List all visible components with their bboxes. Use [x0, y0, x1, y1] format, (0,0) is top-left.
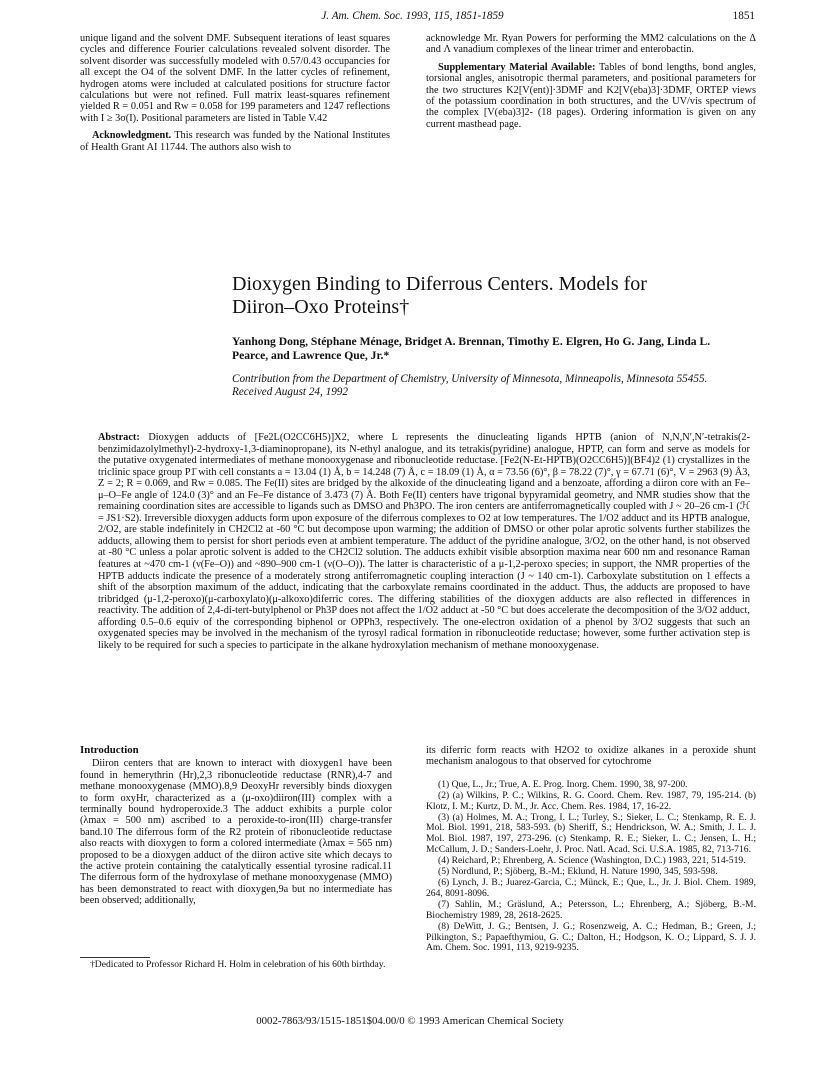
- reference-item: (5) Nordlund, P.; Sjöberg, B.-M.; Eklund, H. Nature 1990, 345, 593-598.: [438, 866, 718, 878]
- journal-citation: J. Am. Chem. Soc. 1993, 115, 1851-1859: [321, 10, 504, 22]
- reference-list: [426, 780, 756, 955]
- supplementary-paragraph: [426, 62, 756, 130]
- reference-item: (2) (a) Wilkins, P. C.; Wilkins, R. G. Coord. Chem. Rev. 1987, 79, 195-214. (b) Klotz, I. M.; Kurtz, D. M., Jr. Acc. Chem. Res. 1984, 17, 16-22.: [426, 789, 756, 812]
- top-right-column: [426, 33, 756, 130]
- dedication-footnote: †Dedicated to Professor Richard H. Holm in celebration of his 60th birthday.: [90, 959, 386, 970]
- abstract-label: Abstract:: [98, 432, 140, 443]
- abstract-text: Dioxygen adducts of [Fe2L(O2CC6H5)]X2, where L represents the dinucleating ligands HPTB (anion of N,N,N′,N′-tetrakis(2-benzimidazolylmethyl)-2-hydroxy-1,3-diaminopropane), its N-ethyl analogue, and its tetrakis(pyridine) analogue, HPTP, can form and serve as models for the putative oxygenated intermediates of methane monooxygenase and ribonucleotide reductase. [Fe2(N-Et-HPTB)(O2CC6H5)](BF4)2 (1) crystallizes in the triclinic space group P1̄ with cell constants a = 13.04 (1) Å, b = 14.248 (7) Å, c = 18.09 (1) Å, α = 73.56 (6)°, β = 78.22 (7)°, γ = 67.71 (6)°, V = 2963 (9) Å3, Z = 2; R = 0.069, and Rw = 0.085. The Fe(II) sites are bridged by the alkoxide of the dinucleating ligand and a benzoate, affording a diiron core with an Fe–μ–O–Fe angle of 124.0 (3)° and an Fe–Fe distance of 3.473 (7) Å. Both Fe(II) centers have trigonal bypyramidal geometry, and NMR studies show that the remaining coordination sites are accessible to ligands such as DMSO and Ph3PO. The iron centers are antiferromagnetically coupled with J ~ 20–26 cm-1 (ℋ = JS1·S2). Irreversible dioxygen adducts form upon exposure of the diferrous complexes to O2 at low temperatures. The 1/O2 adduct and its HPTB analogue, 2/O2, are stable indefinitely in CH2Cl2 at -60 °C but decompose upon warming; the addition of DMSO or other polar aprotic solvents further stabilizes the adducts, allowing them to persist for short periods even at ambient temperature. The adduct of the pyridine analogue, 3/O2, on the other hand, is not observed at -80 °C unless a polar aprotic solvent is added to the CH2Cl2 solution. The adducts exhibit visible absorption maxima near 600 nm and resonance Raman features at ~470 cm-1 (ν(Fe–O)) and ~890–900 cm-1 (ν(O–O)). The latter is characteristic of a μ-1,2-peroxo species; in support, the NMR properties of the HPTB adducts indicate the presence of a moderately strong antiferromagnetic coupling interaction (J ~ 140 cm-1). Carboxylate substitution on 1 effects a shift of the absorption maximum of the adduct, indicating that the carboxylate remains coordinated in the adduct. Thus, the adducts are proposed to have tribridged (μ-1,2-peroxo)(μ-carboxylato)(μ-alkoxo)diferric cores. The differing stabilities of the dioxygen adducts are also reflected in differences in reactivity. The addition of 2,4-di-tert-butylphenol or Ph3P does not affect the 1/O2 adduct at -50 °C but does accelerate the decomposition of the 3/O2 adduct, affording 0.5–0.6 equiv of the corresponding biphenol or OPPh3, respectively. The one-electron oxidation of a phenol by 3/O2 suggests that such an oxygenated species may be involved in the mechanism of the tyrosyl radical formation in ribonucleotide reductase; however, some further activation step is likely to be required for such a species to participate in the alkane hydroxylation mechanism of methane monooxygenase.: [98, 432, 750, 651]
- article-title: Dioxygen Binding to Diferrous Centers. Models for Diiron–Oxo Proteins†: [232, 273, 647, 318]
- abstract: [98, 432, 750, 651]
- reference-item: (6) Lynch, J. B.; Juarez-Garcia, C.; Münck, E.; Que, L., Jr. J. Biol. Chem. 1989, 264, 8091-8096.: [426, 876, 756, 899]
- running-header: [70, 10, 755, 26]
- reference-item: (3) (a) Holmes, M. A.; Trong, I. L.; Turley, S.; Sieker, L. C.; Stenkamp, R. E. J. Mol. Biol. 1991, 218, 583-593. (b) Sheriff, S.; Hendrickson, W. A.; Smith, J. L. J. Mol. Biol. 1987, 197, 273-296. (c) Stenkamp, R. E.; Sieker, L. C.; Jensen, L. H.; McCallum, J. D.; Sanders-Loehr, J. Proc. Natl. Acad. Sci. U.S.A. 1985, 82, 713-716.: [426, 811, 756, 856]
- supplementary-text: Tables of bond lengths, bond angles, torsional angles, anisotropic thermal parameters, and positional parameters for the two structures K2[V(ent)]·3DMF and K2[V(eba)3]·3DMF, ORTEP views of the potassium coordination in both structures, and the UV/vis spectrum of the complex [V(eba)3]2- (18 pages). Ordering information is given on any current masthead page.: [426, 61, 756, 130]
- introduction-paragraph: Diiron centers that are known to interact with dioxygen1 have been found in hemerythrin (Hr),2,3 ribonucleotide reductase (RNR),4-7 and methane monooxygenase (MMO).8,9 DeoxyHr reversibly binds dioxygen to form oxyHr, characterized as a (μ-oxo)diiron(III) complex with a terminally bound hydroperoxide.3 The adduct exhibits a purple color (λmax = 500 nm) ascribed to a peroxide-to-iron(III) charge-transfer band.10 The diferrous form of the R2 protein of ribonucleotide reductase also reacts with dioxygen to form a colored intermediate (λmax = 565 nm) proposed to be a dioxygen adduct of the diiron active site which decays to the active protein containing the catalytically essential tyrosine radical.11 The diferrous form of the hydroxylase of methane monooxygenase (MMO) has been demonstrated to react with dioxygen,9a but no intermediate has been observed; additionally,: [80, 758, 392, 907]
- introduction-heading: Introduction: [80, 744, 139, 756]
- footnote-rule: [80, 957, 150, 958]
- acknowledgment-label: Acknowledgment.: [92, 130, 172, 142]
- reference-item: (1) Que, L., Jr.; True, A. E. Prog. Inorg. Chem. 1990, 38, 97-200.: [438, 778, 688, 790]
- supplementary-label: Supplementary Material Available:: [438, 61, 596, 73]
- bottom-left-column: [80, 745, 392, 907]
- author-list: Yanhong Dong, Stéphane Ménage, Bridget A. Brennan, Timothy E. Elgren, Ho G. Jang, Linda L. Pearce, and Lawrence Que, Jr.*: [232, 335, 711, 362]
- acknowledgment-continued: acknowledge Mr. Ryan Powers for performing the MM2 calculations on the Δ and Λ vanadium complexes of the linear trimer and enterobactin.: [426, 33, 756, 56]
- top-left-column: [80, 33, 390, 153]
- experimental-paragraph: unique ligand and the solvent DMF. Subsequent iterations of least squares cycles and difference Fourier calculations revealed solvent disorder. The solvent disorder was successfully modeled with 0.57/0.43 occupancies for all except the O4 of the solvent DMF. In the latter cycles of refinement, hydrogen atoms were included at calculated positions for structure factor calculations but were not refined. Full matrix least-squares refinement yielded R = 0.051 and Rw = 0.058 for 199 parameters and 1247 reflections with I ≥ 3σ(I). Positional parameters are listed in Table V.42: [80, 33, 390, 124]
- reference-item: (8) DeWitt, J. G.; Bentsen, J. G.; Rosenzweig, A. C.; Hedman, B.; Green, J.; Pilkington, S.; Papaefthymiou, G. C.; Dalton, H.; Hodgson, K. O.; Lippard, S. J. J. Am. Chem. Soc. 1991, 113, 9219-9235.: [426, 920, 756, 954]
- acknowledgment-paragraph: [80, 130, 390, 153]
- page-number: 1851: [732, 10, 755, 22]
- reference-item: (4) Reichard, P.; Ehrenberg, A. Science (Washington, D.C.) 1983, 221, 514-519.: [438, 855, 746, 867]
- affiliation: Contribution from the Department of Chemistry, University of Minnesota, Minneapolis, Minnesota 55455. Received August 24, 1992: [232, 373, 708, 398]
- copyright-footer: 0002-7863/93/1515-1851$04.00/0 © 1993 American Chemical Society: [256, 1015, 564, 1027]
- introduction-continued: its diferric form reacts with H2O2 to oxidize alkanes in a peroxide shunt mechanism analogous to that observed for cytochrome: [426, 745, 756, 768]
- bottom-right-column: [426, 745, 756, 954]
- reference-item: (7) Sahlin, M.; Gräslund, A.; Petersson, L.; Ehrenberg, A.; Sjöberg, B.-M. Biochemistry 1989, 28, 2618-2625.: [426, 898, 756, 921]
- acknowledgment-text: This research was funded by the National Institutes of Health Grant AI 11744. The authors also wish to: [80, 130, 391, 153]
